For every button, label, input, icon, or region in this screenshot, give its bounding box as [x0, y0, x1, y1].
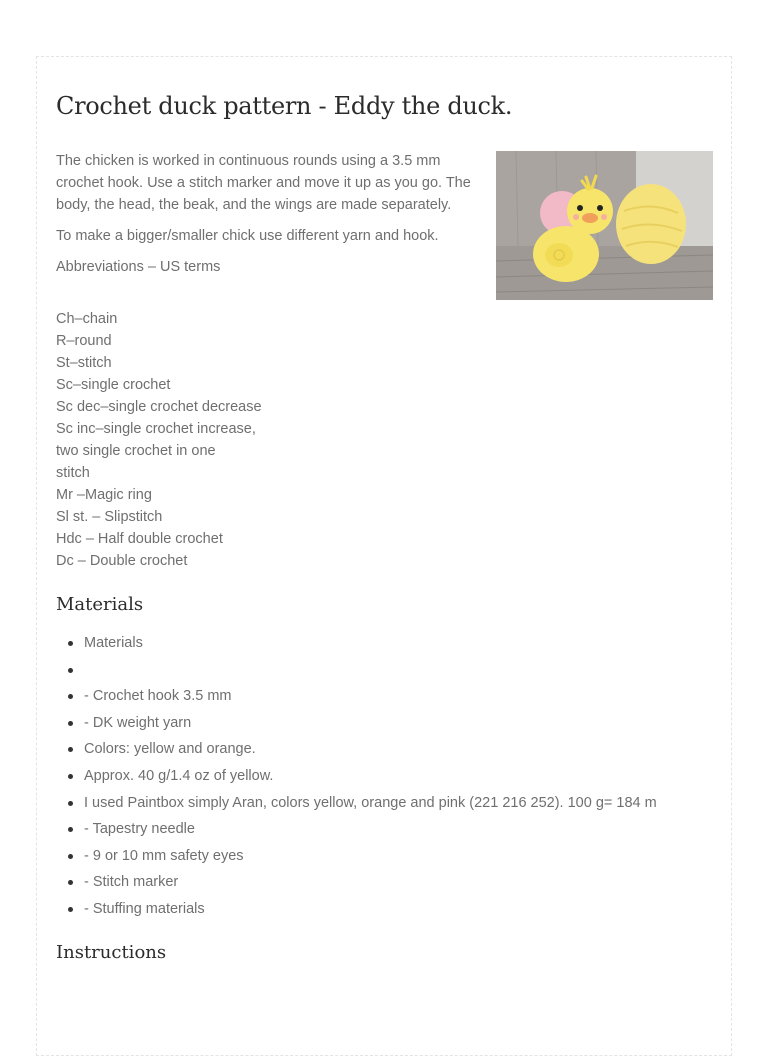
abbreviation-item: stitch [56, 465, 90, 481]
list-item-text: - Stuffing materials [84, 900, 205, 917]
article-title: Crochet duck pattern - Eddy the duck. [56, 92, 513, 120]
list-item-text: Colors: yellow and orange. [84, 741, 256, 758]
list-item [60, 710, 720, 737]
bullet-icon [68, 641, 73, 646]
list-item [60, 869, 720, 896]
abbreviation-item: Sc–single crochet [56, 377, 171, 393]
bullet-icon [68, 880, 73, 885]
bullet-icon [68, 801, 73, 806]
list-item [60, 816, 720, 843]
bullet-icon [68, 668, 73, 673]
list-item [60, 657, 720, 684]
abbreviations-list [56, 308, 356, 572]
list-item [60, 630, 720, 657]
list-item-text: - 9 or 10 mm safety eyes [84, 847, 244, 864]
list-item [60, 683, 720, 710]
list-item-text: - Tapestry needle [84, 821, 195, 838]
abbreviation-item: Mr –Magic ring [56, 487, 152, 503]
list-item-text: Approx. 40 g/1.4 oz of yellow. [84, 767, 274, 784]
bullet-icon [68, 774, 73, 779]
abbreviation-item: two single crochet in one [56, 443, 216, 459]
abbreviation-item: Sl st. – Slipstitch [56, 509, 163, 525]
abbreviation-item: Sc inc–single crochet increase, [56, 421, 256, 437]
list-item [60, 736, 720, 763]
bullet-icon [68, 907, 73, 912]
bullet-icon [68, 721, 73, 726]
bullet-icon [68, 694, 73, 699]
intro-text [56, 150, 476, 287]
list-item-text: - Crochet hook 3.5 mm [84, 688, 232, 705]
abbreviation-item: Dc – Double crochet [56, 553, 188, 569]
abbreviations-heading: Abbreviations – US terms [56, 259, 221, 275]
list-item-text: Materials [84, 635, 143, 651]
intro-paragraph: To make a bigger/smaller chick use different yarn and hook. [56, 228, 439, 244]
list-item-text: - Stitch marker [84, 874, 179, 891]
list-item [60, 790, 720, 817]
intro-paragraph: The chicken is worked in continuous rounds using a 3.5 mm crochet hook. Use a stitch marker and move it up as you go. The body, the head, the beak, and the wings are made separately. [56, 153, 471, 213]
instructions-heading: Instructions [56, 942, 167, 963]
bullet-icon [68, 747, 73, 752]
abbreviation-item: R–round [56, 333, 112, 349]
list-item [60, 763, 720, 790]
materials-heading: Materials [56, 594, 144, 615]
list-item-text: I used Paintbox simply Aran, colors yellow, orange and pink (221 216 252). 100 g= 184 m [84, 794, 657, 811]
list-item [60, 843, 720, 870]
list-item-text: - DK weight yarn [84, 714, 192, 731]
materials-list [60, 630, 720, 923]
crochet-duck-photo [496, 151, 713, 300]
abbreviation-item: Hdc – Half double crochet [56, 531, 223, 547]
abbreviation-item: Ch–chain [56, 311, 118, 327]
bullet-icon [68, 854, 73, 859]
list-item [60, 896, 720, 923]
abbreviation-item: St–stitch [56, 355, 112, 371]
bullet-icon [68, 827, 73, 832]
abbreviation-item: Sc dec–single crochet decrease [56, 399, 262, 415]
